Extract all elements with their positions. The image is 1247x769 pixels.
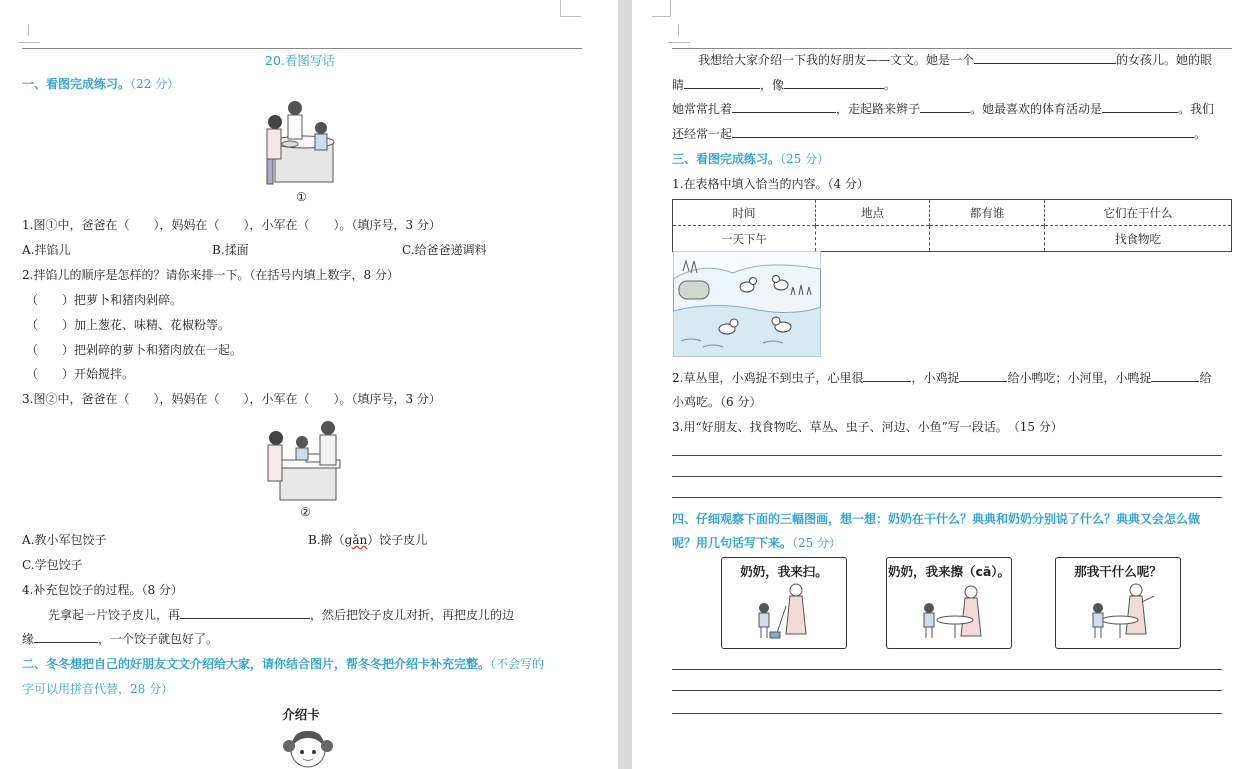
question-4: 4.补充包饺子的过程。（8 分） — [22, 583, 183, 597]
section-2-heading: 二、冬冬想把自己的好朋友文文介绍给大家，请你结合图片，帮冬冬把介绍卡补充完整。（不会写的 — [22, 657, 545, 671]
crop-mark — [668, 24, 679, 36]
crop-mark — [652, 0, 671, 17]
intro-card-title: 介绍卡 — [282, 707, 320, 722]
s3-question-3: 3.用“好朋友、找食物吃、草丛、虫子、河边、小鱼”写一段话。 （15 分） — [672, 420, 1063, 434]
s3-question-2-line-2: 小鸡吃。（6 分） — [672, 395, 762, 409]
s3-q2-blank-1[interactable] — [863, 369, 911, 382]
picture-2-label: ② — [300, 505, 311, 519]
intro-blank-4[interactable] — [732, 100, 836, 113]
q2-item-3[interactable]: （ ）把剁碎的萝卜和猪肉放在一起。 — [26, 343, 243, 357]
table-cell-doing: 找食物吃 — [1045, 226, 1232, 252]
table-cell-place[interactable] — [816, 226, 930, 252]
family-dumplings-illustration-2 — [262, 420, 352, 506]
intro-line-3: 她常常扎着 ，走起路来辫子 。她最喜欢的体育活动是 。我们 — [672, 102, 1215, 116]
q4-blank-1[interactable] — [180, 606, 310, 619]
grandma-sweeping-illustration — [750, 582, 820, 644]
s3-q2-blank-3[interactable] — [1151, 369, 1199, 382]
q4-line-2: 缘 ，一个饺子就包好了。 — [22, 632, 219, 646]
section-3-heading: 三、看图完成练习。（25 分） — [672, 152, 830, 166]
q3-option-b: B.擀（gǎn）饺子皮儿 — [308, 533, 428, 547]
family-kitchen-illustration-1 — [255, 100, 345, 190]
header-rule — [672, 48, 1232, 49]
section-1-heading: 一、看图完成练习。（22 分） — [22, 77, 180, 91]
table-header-place: 地点 — [816, 200, 930, 226]
table-cell-who[interactable] — [930, 226, 1045, 252]
header-rule — [22, 48, 582, 49]
q4-blank-2[interactable] — [34, 630, 98, 643]
intro-blank-2[interactable] — [684, 76, 760, 89]
q2-item-1[interactable]: （ ）把萝卜和猪肉剁碎。 — [26, 293, 183, 307]
chick-duck-river-illustration — [673, 251, 821, 357]
q1-option-b: B.揉面 — [212, 243, 249, 257]
writing-line[interactable] — [672, 497, 1222, 498]
section-2-note: 字可以用拼音代替，28 分） — [22, 682, 174, 696]
question-2: 2.拌馅儿的顺序是怎样的？请你来排一下。（在括号内填上数字，8 分） — [22, 268, 399, 282]
q3-option-c: C.学包饺子 — [22, 558, 83, 572]
intro-line-2: 睛 ，像 。 — [672, 78, 897, 92]
table-header-who: 都有谁 — [930, 200, 1045, 226]
s3-question-1: 1.在表格中填入恰当的内容。（4 分） — [672, 177, 869, 191]
section-4-heading-line-2: 呢？用几句话写下来。（25 分） — [672, 536, 842, 550]
crop-mark — [18, 24, 29, 36]
girl-portrait-illustration — [283, 726, 333, 769]
intro-blank-3[interactable] — [784, 76, 884, 89]
s3-q2-blank-2[interactable] — [959, 369, 1007, 382]
picture-1-label: ① — [296, 190, 307, 204]
writing-line[interactable] — [672, 713, 1222, 714]
table-header-time: 时间 — [673, 200, 816, 226]
panel-3-caption: 那我干什么呢？ — [1074, 564, 1162, 579]
question-3: 3.图②中，爸爸在（ ），妈妈在（ ），小军在（ ）。（填序号，3 分） — [22, 392, 441, 406]
s3-question-2-line-1: 2.草丛里，小鸡捉不到虫子，心里很 ，小鸡捉 给小鸭吃；小河里，小鸭捉 给 — [672, 371, 1212, 385]
info-table — [672, 199, 1232, 252]
intro-blank-6[interactable] — [1102, 100, 1178, 113]
story-panel-1 — [721, 557, 847, 649]
panel-2-caption: 奶奶，我来擦（cā）。 — [887, 564, 1011, 579]
q1-option-a: A.拌馅儿 — [22, 243, 71, 257]
q4-line-1: 先拿起一片饺子皮儿，再 ，然后把饺子皮儿对折，再把皮儿的边 — [48, 608, 515, 622]
intro-line-1: 我想给大家介绍一下我的好朋友——文文。她是一个 的女孩儿。她的眼 — [698, 53, 1213, 67]
q1-option-c: C.给爸爸递调料 — [402, 243, 487, 257]
intro-line-4: 还经常一起 。 — [672, 127, 1207, 141]
page-right — [632, 0, 1247, 769]
intro-blank-5[interactable] — [920, 100, 970, 113]
intro-blank-1[interactable] — [974, 51, 1116, 64]
crop-mark — [560, 0, 581, 17]
writing-line[interactable] — [672, 669, 1222, 670]
table-header-doing: 它们在干什么 — [1103, 205, 1173, 220]
section-4-heading: 四、仔细观察下面的三幅图画，想一想：奶奶在干什么？典典和奶奶分别说了什么？典典又会怎么做 — [672, 512, 1201, 526]
page-left — [0, 0, 618, 769]
writing-line[interactable] — [672, 455, 1222, 456]
page-title: 20.看图写话 — [265, 53, 335, 68]
question-1: 1.图①中，爸爸在（ ），妈妈在（ ），小军在（ ）。（填序号，3 分） — [22, 218, 441, 232]
writing-line[interactable] — [672, 476, 1222, 477]
writing-line[interactable] — [672, 690, 1222, 691]
story-panel-3 — [1055, 557, 1181, 649]
intro-blank-7[interactable] — [732, 125, 1194, 138]
grandma-wiping-illustration — [915, 582, 989, 644]
q2-item-2[interactable]: （ ）加上葱花、味精、花椒粉等。 — [26, 318, 231, 332]
panel-1-caption: 奶奶，我来扫。 — [740, 564, 828, 579]
grandma-thinking-illustration — [1084, 582, 1158, 644]
table-cell-time: 一天下午 — [673, 226, 816, 252]
story-panel-2 — [886, 557, 1012, 649]
q2-item-4[interactable]: （ ）开始搅拌。 — [26, 367, 135, 381]
q3-option-a: A.教小军包饺子 — [22, 533, 107, 547]
